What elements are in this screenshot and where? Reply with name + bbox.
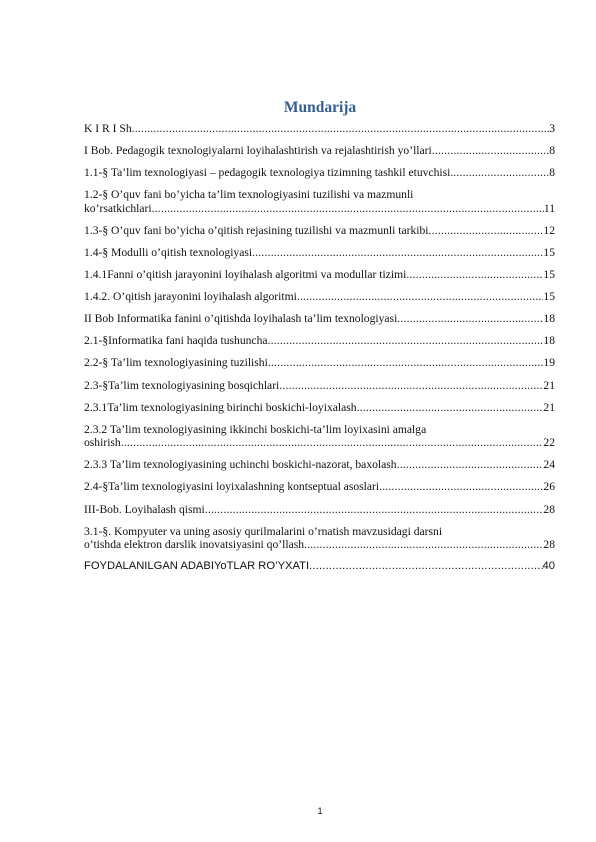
page-number: 1 [317,806,323,817]
toc-entry-text: 1.4.2. O’qitish jarayonini loyihalash algoritmi [84,290,297,304]
toc-entry-text: 2.3.1Ta’lim texnologiyasining birinchi boskichi-loyixalash [84,400,357,414]
toc-entry-page: 22 [543,436,555,450]
dot-leader [268,334,544,348]
toc-entry[interactable] [84,503,555,517]
toc-entry[interactable] [84,144,555,158]
toc-entry-text: 1.3-§ O’quv fani bo’yicha o’qitish rejasining tuzilishi va mazmunli tarkibi [84,223,429,237]
toc-entry[interactable] [84,379,555,393]
dot-leader [152,202,544,216]
toc-entry-page: 28 [543,538,555,552]
toc-entry[interactable] [84,312,555,326]
toc-entry[interactable] [84,480,555,494]
dot-leader [357,401,544,415]
toc-entry-page: 21 [543,400,555,414]
toc-entry[interactable] [84,224,555,238]
toc-entry-text: III-Bob. Loyihalash qismi [84,502,205,516]
toc-entry-page: 18 [543,334,555,348]
dot-leader [268,356,544,370]
toc-entry-text: 2.1-§Informatika fani haqida tushuncha [84,334,268,348]
dot-leader [309,560,542,574]
toc-entry[interactable] [84,268,555,282]
toc-entry[interactable] [84,525,555,552]
toc-entry[interactable] [84,166,555,180]
toc-entry-text: 2.3.2 Ta’lim texnologiyasining ikkinchi boskichi-ta’lim loyixasini amalga [84,422,427,436]
toc-entry-page: 12 [543,223,555,237]
toc-entry-text: 1.2-§ O’quv fani bo’yicha ta’lim texnologiyasini tuzilishi va mazmunli [84,188,414,202]
dot-leader [432,144,549,158]
toc-entry-page: 26 [543,480,555,494]
toc-title: Mundarija [283,99,357,116]
toc-entry-page: 15 [543,290,555,304]
dot-leader [205,503,544,517]
toc-entry-text: 2.3-§Ta’lim texnologiyasining bosqichlari [84,378,280,392]
toc-entry-page: 15 [543,268,555,282]
toc-entry-text: 3.1-§. Kompyuter va uning asosiy qurilmalarini o’rnatish mavzusidagi darsni [84,524,443,538]
toc-entry-text-continued: oshirish [84,436,121,450]
toc-entry-page: 21 [543,378,555,392]
toc-entry[interactable] [84,458,555,472]
toc-entry-page: 11 [543,201,555,215]
toc-entry[interactable] [84,423,555,450]
toc-entry-text: 2.3.3 Ta’lim texnologiyasining uchinchi boskichi-nazorat, baxolash [84,458,397,472]
dot-leader [453,166,549,180]
toc-entry[interactable] [84,334,555,348]
toc-entry[interactable] [84,290,555,304]
toc-entry-page: 18 [543,312,555,326]
toc-entry-page: 40 [542,560,555,573]
dot-leader [379,480,543,494]
toc-entry-text-continued: ko’rsatkichlari [84,201,152,215]
toc-entry-text: I Bob. Pedagogik texnologiyalarni loyihalashtirish va rejalashtirish yo’llari [84,144,432,158]
dot-leader [429,224,544,238]
dot-leader [406,268,543,282]
toc-entry-page: 8 [549,144,555,158]
toc-entry-text: 2.2-§ Ta’lim texnologiyasining tuzilishi [84,356,268,370]
toc-entry-text: 1.1-§ Ta’lim texnologiyasi – pedagogik texnologiya tizimning tashkil etuvchisi. [84,166,454,180]
dot-leader [279,379,543,393]
dot-leader [397,312,543,326]
toc-entry[interactable] [84,188,555,215]
toc-entry-text: K I R I Sh [84,122,132,135]
toc-entry-page: 3 [549,122,555,135]
dot-leader [397,458,544,472]
dot-leader [132,122,550,136]
toc-entry[interactable] [84,356,555,370]
toc-entry[interactable] [84,560,555,574]
toc-entry-page: 24 [543,458,555,472]
toc-entry-text: FOYDALANILGAN ADABIYoTLAR RO’YXATI [84,560,310,573]
toc-entry-page: 28 [543,502,555,516]
toc-entry-page: 15 [543,245,555,259]
table-of-contents [84,122,555,582]
toc-entry-text: 1.4-§ Modulli o’qitish texnologiyasi [84,245,253,259]
dot-leader [121,436,544,450]
dot-leader [297,290,544,304]
toc-entry-text: II Bob Informatika fanini o’qitishda loyihalash ta’lim texnologiyasi [84,312,398,326]
toc-entry-text: 1.4.1Fanni o’qitish jarayonini loyihalash algoritmi va modullar tizimi [84,268,407,282]
toc-entry-text: 2.4-§Ta’lim texnologiyasini loyixalashning kontseptual asoslari [84,480,380,494]
toc-entry[interactable] [84,122,555,136]
toc-entry-page: 8 [549,166,555,180]
toc-entry[interactable] [84,246,555,260]
dot-leader [252,246,543,260]
toc-entry-page: 19 [543,356,555,370]
toc-entry-text-continued: o’tishda elektron darslik inovatsiyasini qo’llash [84,538,305,552]
toc-entry[interactable] [84,401,555,415]
dot-leader [304,538,543,552]
